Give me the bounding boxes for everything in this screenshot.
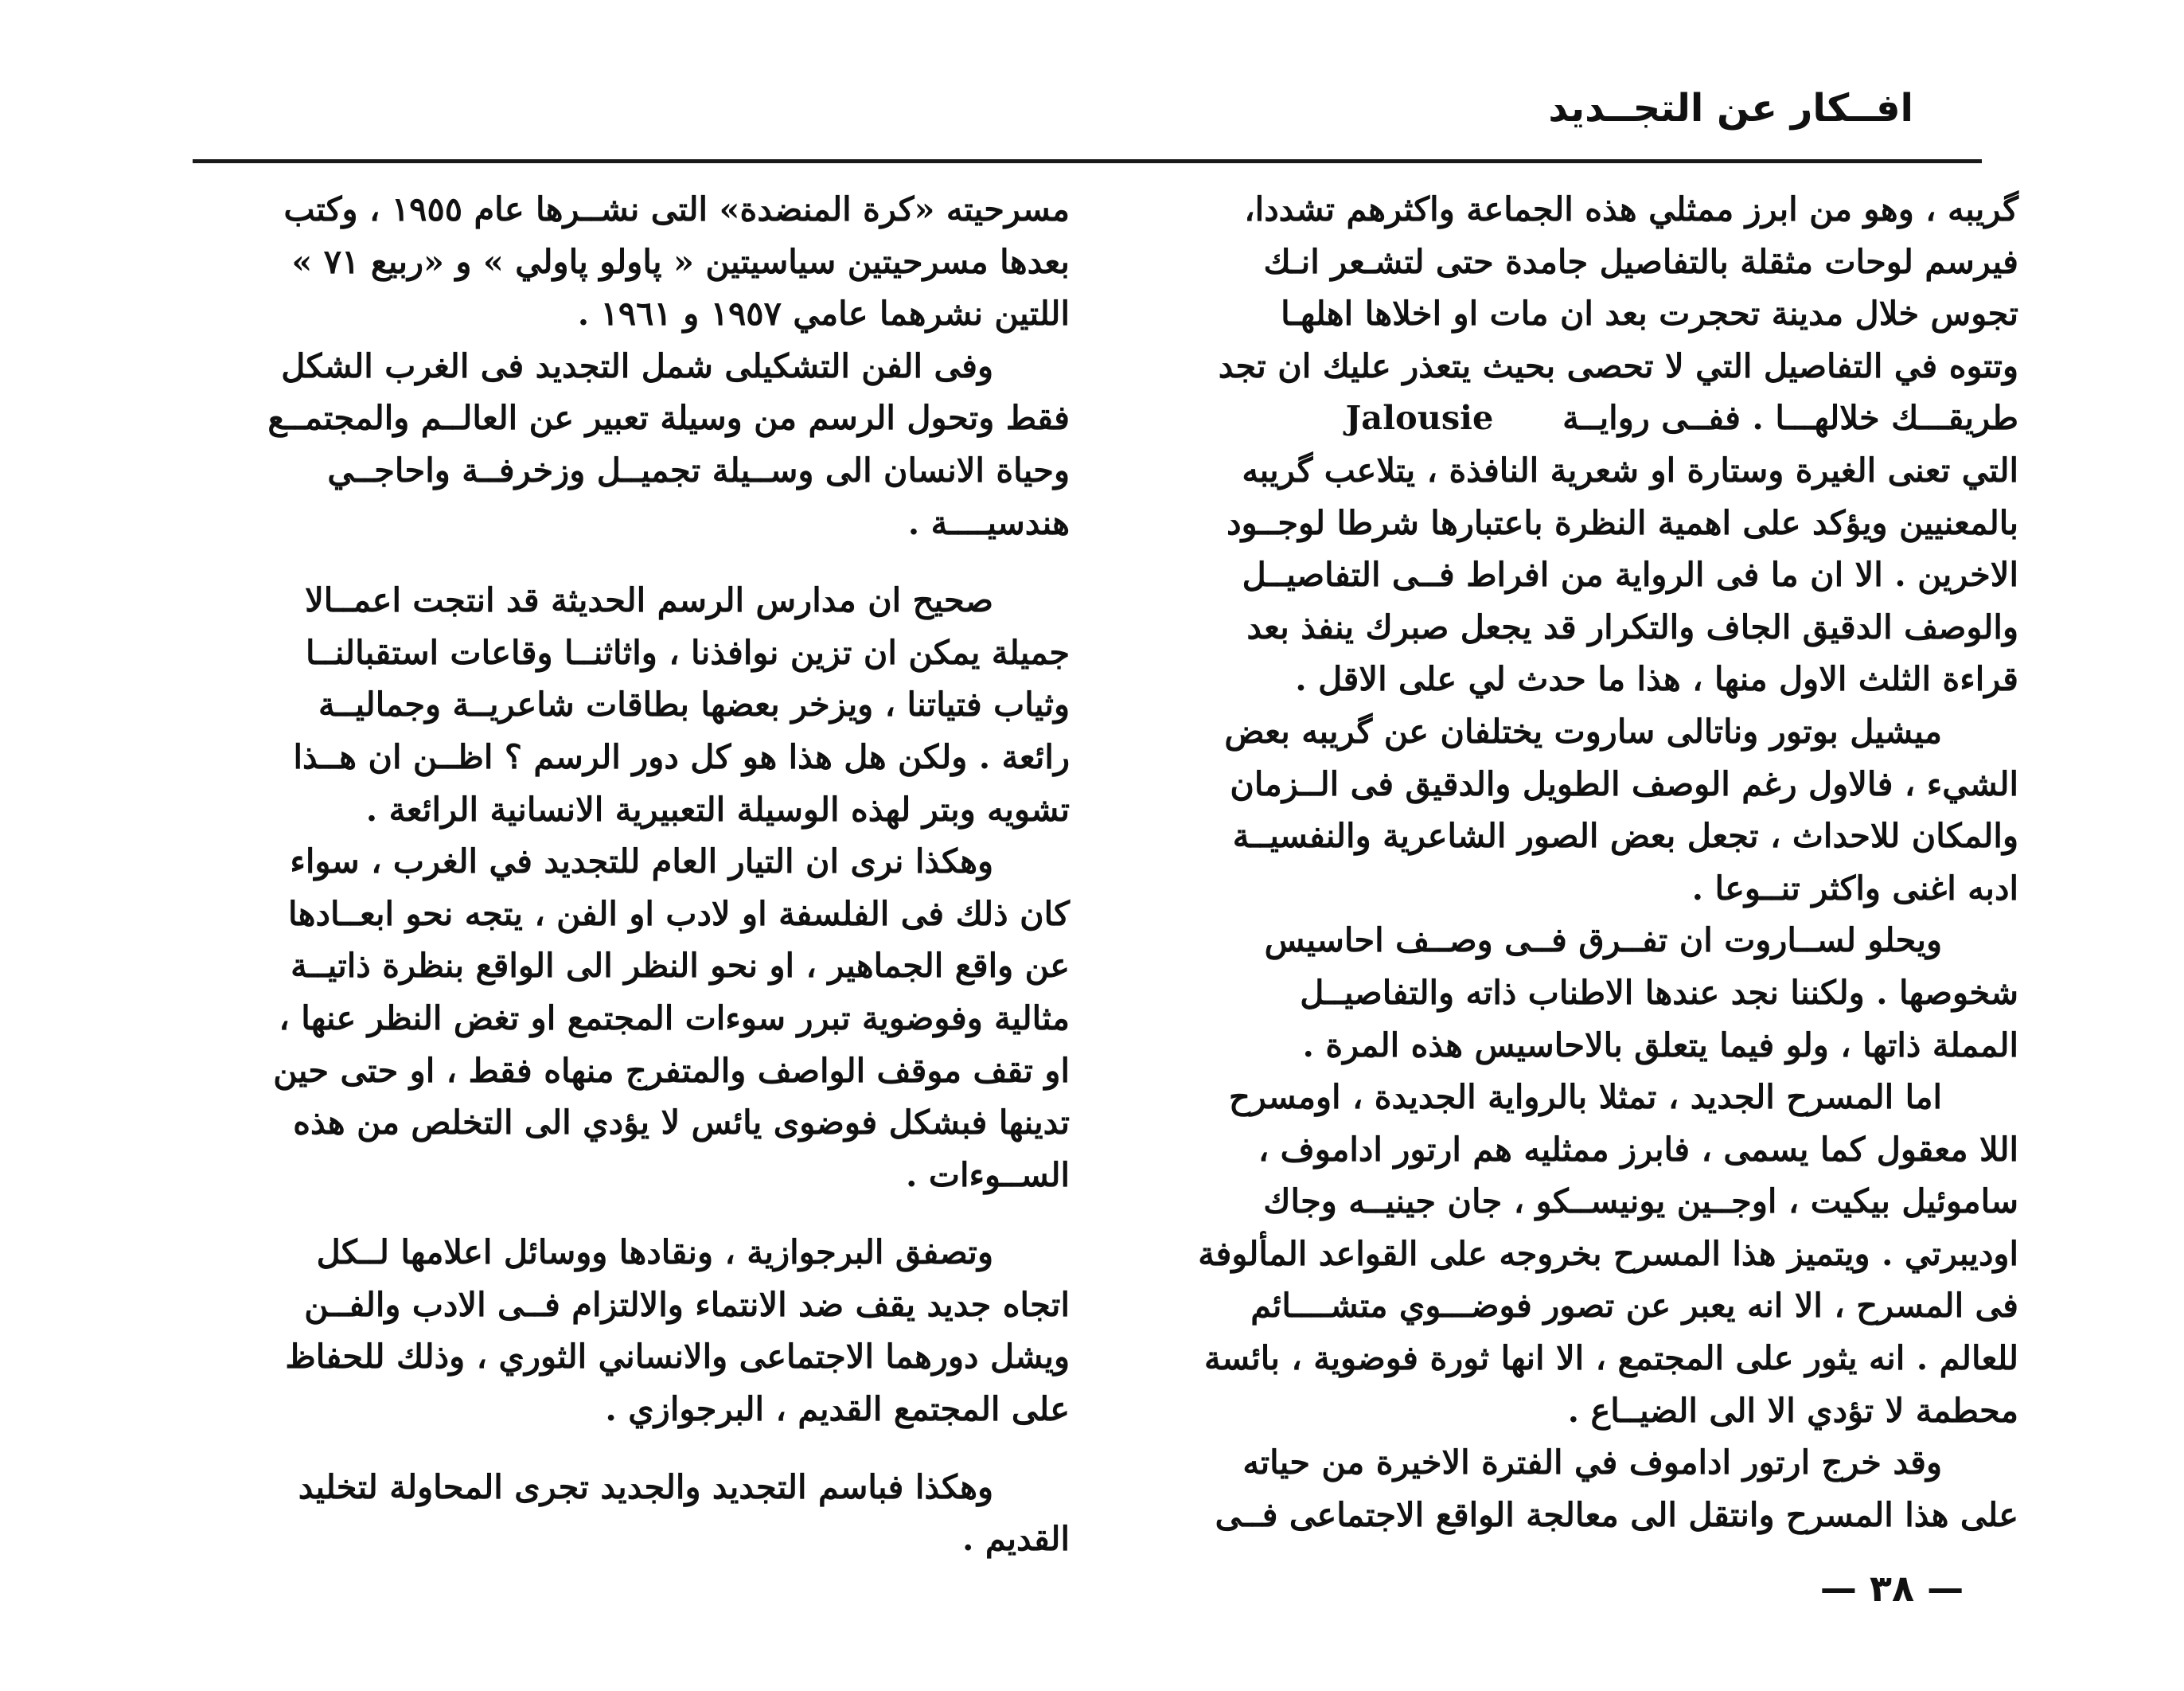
text-line: كان ذلك فى الفلسفة او لادب او الفن ، يتجه نحو ابعــادها [288,893,1070,933]
text-line: فقط وتحول الرسم من وسيلة تعبير عن العالــم والمجتمــع [267,398,1070,438]
text-line: ادبه اغنى واكثر تنــوعا . [1691,868,2018,908]
text-line: للعالم . انه يثور على المجتمع ، الا انها ثورة فوضوية ، بائسة [1203,1338,2018,1378]
text-line: الاخرين . الا ان ما فى الرواية من افراط فــى التفاصيــل [1242,555,2018,595]
text-line: ساموئيل بيكيت ، اوجــين يونيســكو ، جان جينيــه وجاك [1263,1181,2018,1221]
paragraph-conclusion [188,1461,1070,1565]
paragraph-robbe-grillet [1137,183,2018,705]
header-rule [193,159,1982,163]
text-line: مثالية وفوضوية تبرر سوءات المجتمع او تغض النظر عنها ، [279,998,1070,1037]
text-line: او تقف موقف الواصف والمتفرج منهاه فقط ، او حتى حين [273,1050,1070,1090]
text-line: گريبه ، وهو من ابرز ممثلي هذه الجماعة واكثرهم تشددا، [1244,189,2018,228]
text-line: ميشيل بوتور وناتالى ساروت يختلفان عن گريبه بعض [1224,711,1942,751]
text-line: تدينها فبشكل فوضوى يائس لا يؤدي الى التخلص من هذه [293,1103,1070,1142]
text-line: اما المسرح الجديد ، تمثلا بالرواية الجديدة ، اومسرح [1229,1077,1942,1117]
text-line: مسرحيته «كرة المنضدة» التى نشــرها عام ١٩٥٥ ، وكتب [283,189,1070,228]
text-line: وحياة الانسان الى وســيلة تجميــل وزخرفــة واحاجــي [327,450,1070,490]
paragraph-butor-sarraute [1137,705,2018,914]
text-line: التي تعنى الغيرة وستارة او شعرية النافذة ، يتلاعب گريبه [1242,450,2018,490]
paragraph-sarraute [1137,914,2018,1071]
text-line: وقد خرج ارتور اداموف في الفترة الاخيرة من حياته [1242,1443,1942,1482]
text-line: تشويه وبتر لهذه الوسيلة التعبيرية الانسانية الرائعة . [365,789,1070,829]
paragraph-adamov [1137,1436,2018,1541]
text-line: تجوس خلال مدينة تحجرت بعد ان مات او اخلاها اهلهـا [1281,294,2018,334]
text-line: وتصفق البرجوازية ، ونقادها ووسائل اعلامها لــكل [316,1232,993,1272]
text-line: والوصف الدقيق الجاف والتكرار قد يجعل صبرك ينفذ بعد [1246,607,2018,646]
text-line: ويحلو لســاروت ان تفــرق فــى وصــف احاسيس [1264,920,1942,960]
text-line: اوديبرتي . ويتميز هذا المسرح بخروجه على القواعد المألوفة [1198,1233,2018,1273]
text-line: وفى الفن التشكيلى شمل التجديد فى الغرب الشكل [281,346,993,385]
text-line: وهكذا فباسم التجديد والجديد تجرى المحاولة لتخليد [298,1466,993,1506]
left-column [188,183,1070,1565]
paragraph-new-theatre [1137,1071,2018,1436]
text-line: رائعة . ولكن هل هذا هو كل دور الرسم ؟ اظــن ان هــذا [293,736,1070,776]
running-header-title: افــكار عن التجــديد [1548,86,1913,131]
text-line: اتجاه جديد يقف ضد الانتماء والالتزام فــى الادب والفــن [304,1284,1070,1324]
text-line: ويشل دورهما الاجتماعى والانساني الثوري ، وذلك للحفاظ [285,1337,1070,1377]
text-line: اللا معقول كما يسمى ، فابرز ممثليه هم ارتور اداموف ، [1258,1129,2018,1169]
text-line: وهكذا نرى ان التيار العام للتجديد في الغرب ، سواء [290,842,993,881]
text-line: على هذا المسرح وانتقل الى معالجة الواقع الاجتماعى فــى [1215,1494,2018,1534]
text-line: وتتوه في التفاصيل التي لا تحصى بحيث يتعذر عليك ان تجد [1218,346,2018,385]
text-line: طريقـــك خلالهـــا . ففــى روايــة [1562,398,2018,438]
paragraph-modern-painting [188,574,1070,835]
text-line: محطمة لا تؤدي الا الى الضيــاع . [1567,1390,2018,1430]
paragraph-bourgeoisie [188,1226,1070,1435]
text-line: الســوءات . [906,1154,1070,1194]
paragraph-plastic-art [188,340,1070,549]
text-line: وثياب فتياتنا ، ويزخر بعضها بطاقات شاعريــة وجماليــة [318,685,1070,724]
text-line: جميلة يمكن ان تزين نوافذنا ، واثاثنــا وقاعات استقبالنــا [305,632,1070,672]
text-line: صحيح ان مدارس الرسم الحديثة قد انتجت اعمــالا [305,580,993,620]
text-line: القديم . [961,1519,1070,1559]
text-line: والمكان للاحداث ، تجعل بعض الصور الشاعرية والنفسيــة [1232,816,2018,856]
text-line: فى المسرح ، الا انه يعبر عن تصور فوضـــوي متشــــائم [1250,1286,2018,1326]
novel-title-jalousie: Jalousie [1345,398,1494,438]
text-line: شخوصها . ولكننا نجد عندها الاطناب ذاته والتفاصيــل [1300,972,2018,1012]
text-line: بعدها مسرحيتين سياسيتين « پاولو پاولي » و «ربيع ٧١ » [291,241,1070,281]
text-line: على المجتمع القديم ، البرجوازي . [605,1389,1070,1429]
text-line: فيرسم لوحات مثقلة بالتفاصيل جامدة حتى لتشـعر انـك [1263,241,2018,281]
paragraph-adamov-plays [188,183,1070,340]
text-line: اللتين نشرهما عامي ١٩٥٧ و ١٩٦١ . [577,294,1070,334]
text-line: قراءة الثلث الاول منها ، هذا ما حدث لي على الاقل . [1295,659,2018,699]
text-line: هندسيــــة . [907,502,1070,542]
text-line: عن واقع الجماهير ، او نحو النظر الى الواقع بنظرة ذاتيــة [291,946,1070,986]
right-column [1137,183,2018,1541]
paragraph-general-current [188,835,1070,1201]
page-number: — ٣٨ — [1819,1567,1964,1610]
text-line: المملة ذاتها ، ولو فيما يتعلق بالاحاسيس هذه المرة . [1302,1025,2018,1064]
text-line: بالمعنيين ويؤكد على اهمية النظرة باعتبارها شرطا لوجــود [1227,502,2018,542]
text-line: الشيء ، فالاول رغم الوصف الطويل والدقيق فى الــزمان [1230,763,2018,803]
